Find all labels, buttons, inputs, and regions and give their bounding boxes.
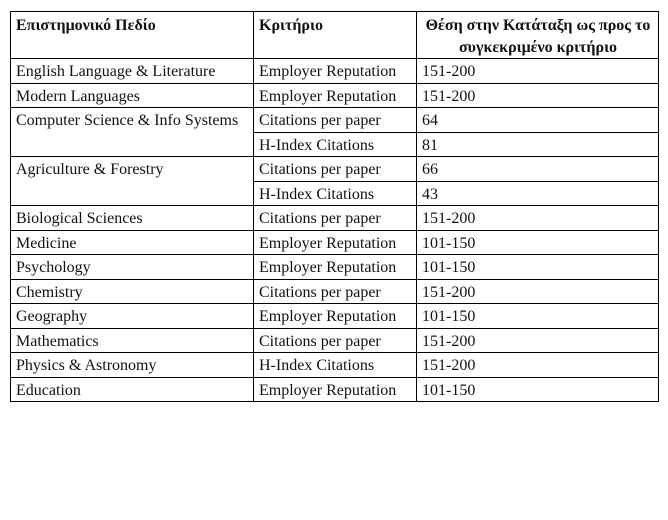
- criterion-cell: Citations per paper: [254, 279, 417, 304]
- field-cell: English Language & Literature: [11, 59, 254, 84]
- criterion-cell: Citations per paper: [254, 108, 417, 133]
- table-row: [11, 328, 659, 353]
- table-row: [11, 353, 659, 378]
- field-cell: Modern Languages: [11, 83, 254, 108]
- field-cell: Chemistry: [11, 279, 254, 304]
- table-row: [11, 279, 659, 304]
- rank-cell: 43: [417, 181, 659, 206]
- table-row: [11, 255, 659, 280]
- table-row: [11, 108, 659, 133]
- field-cell: Psychology: [11, 255, 254, 280]
- field-cell: Medicine: [11, 230, 254, 255]
- rank-cell: 151-200: [417, 328, 659, 353]
- rank-cell: 64: [417, 108, 659, 133]
- table-row: [11, 230, 659, 255]
- rank-cell: 151-200: [417, 59, 659, 84]
- rank-cell: 101-150: [417, 230, 659, 255]
- header-field: Επιστημονικό Πεδίο: [11, 12, 254, 59]
- table-row: [11, 157, 659, 182]
- criterion-cell: Citations per paper: [254, 157, 417, 182]
- rank-cell: 66: [417, 157, 659, 182]
- criterion-cell: Employer Reputation: [254, 377, 417, 402]
- criterion-cell: Employer Reputation: [254, 255, 417, 280]
- table-row: [11, 377, 659, 402]
- criterion-cell: Citations per paper: [254, 206, 417, 231]
- table-row: [11, 83, 659, 108]
- field-cell: Physics & Astronomy: [11, 353, 254, 378]
- rank-cell: 151-200: [417, 353, 659, 378]
- rank-cell: 151-200: [417, 206, 659, 231]
- rank-cell: 151-200: [417, 83, 659, 108]
- header-criterion: Κριτήριο: [254, 12, 417, 59]
- rank-cell: 151-200: [417, 279, 659, 304]
- criterion-cell: Employer Reputation: [254, 83, 417, 108]
- table-body: [11, 59, 659, 402]
- criterion-cell: H-Index Citations: [254, 132, 417, 157]
- rank-cell: 101-150: [417, 255, 659, 280]
- rank-cell: 101-150: [417, 377, 659, 402]
- rank-cell: 101-150: [417, 304, 659, 329]
- criterion-cell: H-Index Citations: [254, 353, 417, 378]
- field-cell: Computer Science & Info Systems: [11, 108, 254, 157]
- field-cell: Education: [11, 377, 254, 402]
- criterion-cell: Citations per paper: [254, 328, 417, 353]
- field-cell: Mathematics: [11, 328, 254, 353]
- field-cell: Agriculture & Forestry: [11, 157, 254, 206]
- criterion-cell: Employer Reputation: [254, 59, 417, 84]
- header-rank: Θέση στην Κατάταξη ως προς το συγκεκριμένο κριτήριο: [417, 12, 659, 59]
- table-row: [11, 206, 659, 231]
- field-cell: Biological Sciences: [11, 206, 254, 231]
- criterion-cell: Employer Reputation: [254, 230, 417, 255]
- subject-ranking-table: [10, 11, 659, 402]
- criterion-cell: Employer Reputation: [254, 304, 417, 329]
- rank-cell: 81: [417, 132, 659, 157]
- criterion-cell: H-Index Citations: [254, 181, 417, 206]
- table-header-row: [11, 12, 659, 59]
- table-row: [11, 304, 659, 329]
- table-row: [11, 59, 659, 84]
- field-cell: Geography: [11, 304, 254, 329]
